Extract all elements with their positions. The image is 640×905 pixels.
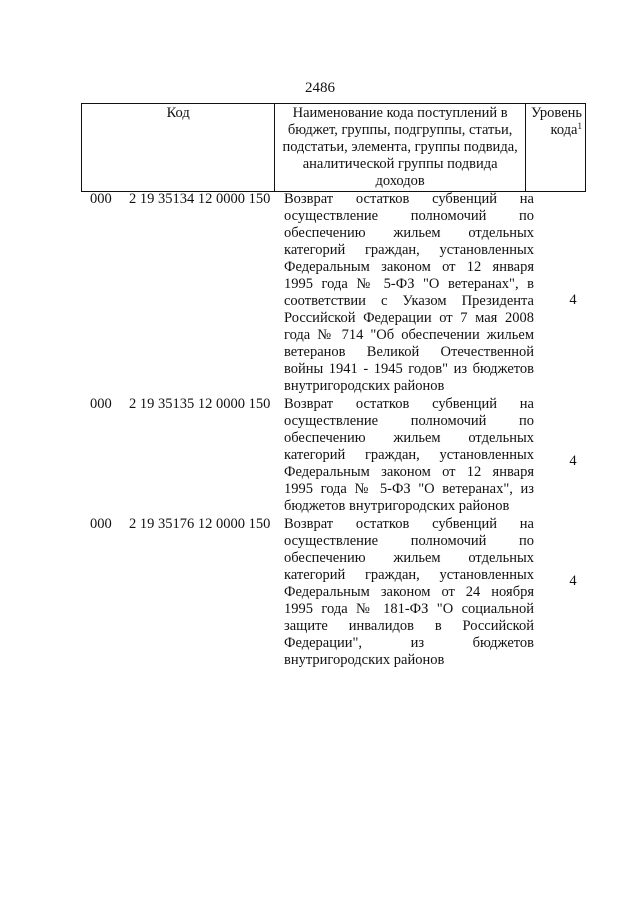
header-level [525,104,585,192]
row-code: 2 19 35135 12 0000 150 [129,396,271,412]
row-description: Возврат остатков субвенций на осуществление полномочий по обеспечению жильем отдельных категорий граждан, установленных Федеральным законом от 24 ноября 1995 года № 181-ФЗ "О социальной защите инвалидов в Российской Федерации", из бюджетов внутригородских районов [284,516,534,668]
row-prefix: 000 [90,516,112,532]
table-row [0,396,640,515]
table-row [0,191,640,395]
row-level: 4 [569,453,577,469]
row-level: 4 [569,573,577,589]
row-description: Возврат остатков субвенций на осуществление полномочий по обеспечению жильем отдельных категорий граждан, установленных Федеральным законом от 12 января 1995 года № 5-ФЗ "О ветеранах", из бюджетов внутригородских районов [284,396,534,514]
header-name: Наименование кода поступлений в бюджет, группы, подгруппы, статьи, подстатьи, элемента, группы подвида, аналитической группы подвида доходов [275,104,525,192]
header-level-footnote: 1 [577,121,582,131]
header-level-label: Уровень кода [530,105,582,138]
row-prefix: 000 [90,191,112,207]
row-description: Возврат остатков субвенций на осуществление полномочий по обеспечению жильем отдельных категорий граждан, установленных Федеральным законом от 12 января 1995 года № 5-ФЗ "О ветеранах", в соответствии с Указом Президента Российской Федерации от 7 мая 2008 года № 714 "Об обеспечении жильем ветеранов Великой Отечественной войны 1941 - 1945 годов" из бюджетов внутригородских районов [284,191,534,394]
row-code: 2 19 35134 12 0000 150 [129,191,271,207]
header-code: Код [82,104,275,192]
table-header [81,103,586,192]
row-level: 4 [569,292,577,308]
page-number: 2486 [305,80,335,96]
row-code: 2 19 35176 12 0000 150 [129,516,271,532]
table-row [0,516,640,669]
table-body [0,191,640,669]
row-prefix: 000 [90,396,112,412]
